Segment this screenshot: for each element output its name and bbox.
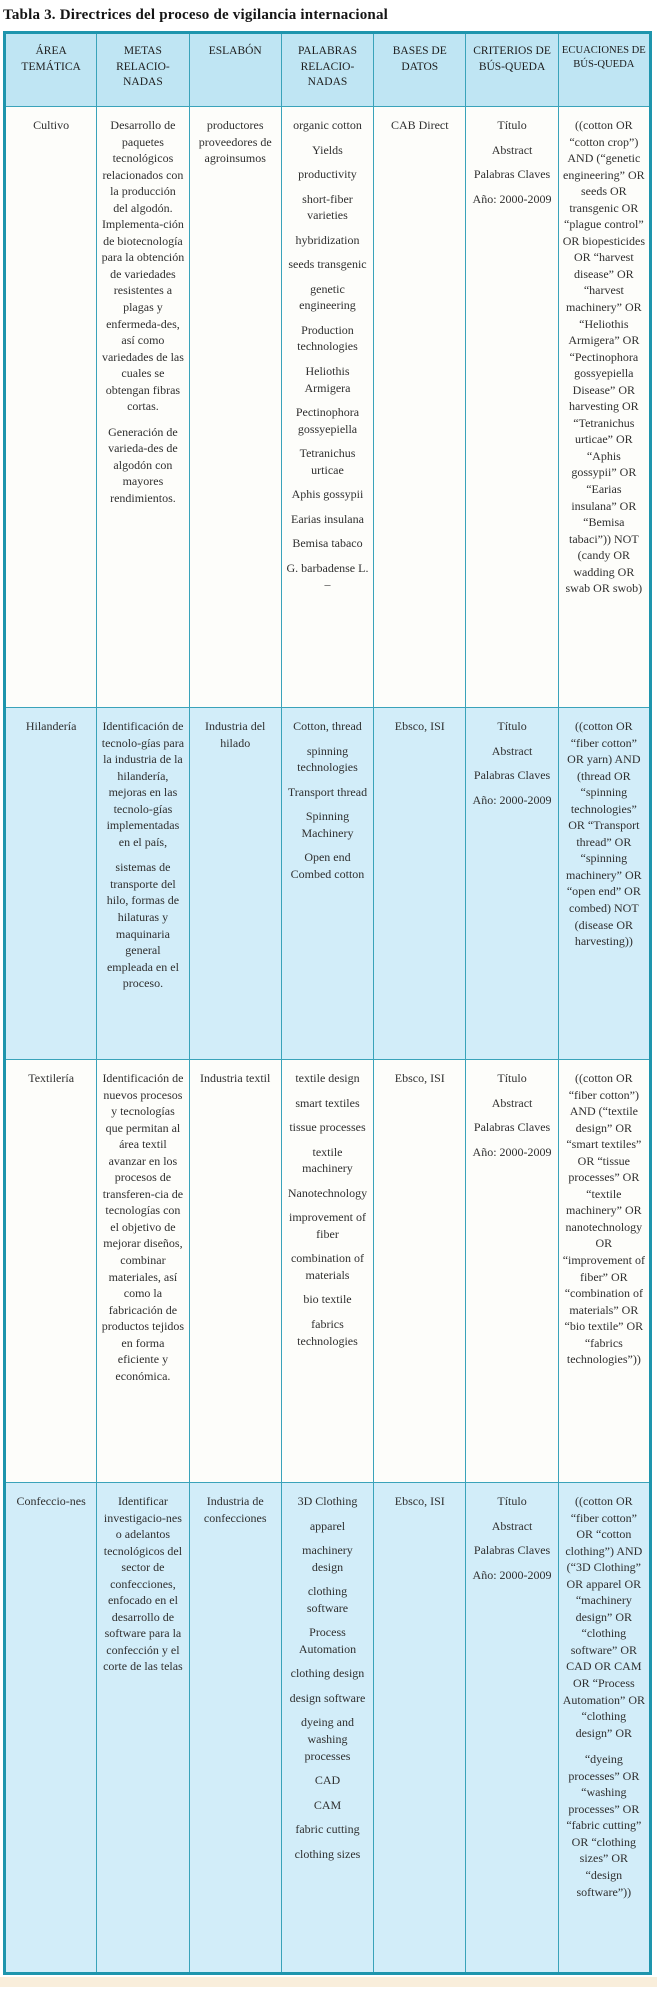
cell-text: textile machinery: [302, 1144, 353, 1176]
cell-area: [5, 708, 97, 1060]
cell-text: organic cotton: [293, 118, 362, 132]
cell-text: Año: 2000-2009: [472, 1144, 552, 1159]
cell-text: tissue processes: [289, 1120, 366, 1135]
cell-eslabon: [189, 1483, 281, 1974]
cell-text: machinery design: [302, 1543, 353, 1574]
cell-area: [5, 1060, 97, 1483]
cell-text: Título: [497, 1071, 527, 1085]
cell-text: Confeccio-nes: [16, 1494, 86, 1508]
cell-text: seeds transgenic: [288, 257, 367, 272]
table-row: [5, 1483, 651, 1974]
cell-text: Título: [497, 1494, 527, 1508]
cell-text: Palabras Claves: [473, 1120, 551, 1135]
cell-text: G. barbadense L. –: [286, 560, 369, 592]
cell-text: spinning technologies: [297, 743, 358, 775]
cell-area: [5, 107, 97, 708]
cell-text: “dyeing processes” OR “washing processes” OR “fabric cutting” OR “clothing sizes” OR “design software”)): [566, 1752, 642, 1899]
cell-text: Desarrollo de paquetes tecnológicos relacionados con la producción del algodón. Implementa-ción de biotecnología para la obtención de variedades resistentes a plagas y enfermeda-des, así como variedades de las cuales se obtengan fibras cortas.: [101, 118, 185, 414]
cell-bases: [374, 1483, 466, 1974]
cell-text: short-fiber varieties: [302, 191, 353, 223]
cell-text: Industria textil: [200, 1071, 271, 1085]
cell-text: fabric cutting: [295, 1822, 360, 1837]
cell-text: Abstract: [491, 1095, 533, 1110]
cell-text: textile design: [295, 1071, 360, 1085]
cell-text: clothing design: [290, 1666, 365, 1681]
cell-text: dyeing and washing processes: [300, 1715, 354, 1763]
cell-ecuaciones: [558, 708, 650, 1060]
cell-palabras: [281, 708, 373, 1060]
cell-palabras: [281, 1060, 373, 1483]
vigilancia-table: [3, 31, 652, 1975]
cell-text: Ebsco, ISI: [394, 1494, 445, 1508]
header-metas-relacionadas: METAS RELACIO-NADAS: [97, 33, 189, 107]
cell-eslabon: [189, 1060, 281, 1483]
cell-text: Abstract: [491, 142, 533, 157]
cell-area: [5, 1483, 97, 1974]
cell-text: Tetranichus urticae: [299, 446, 356, 477]
cell-eslabon: [189, 708, 281, 1060]
cell-text: ((cotton OR “fiber cotton” OR yarn) AND (thread OR “spinning technologies” OR “Transport thread” OR “spinning machinery” OR “open end” OR combed) NOT (disease OR harvesting)): [566, 719, 642, 949]
cell-text: Industria del hilado: [205, 719, 266, 750]
cell-text: Earias insulana: [290, 511, 364, 526]
cell-metas: [97, 107, 189, 708]
header-eslabon: ESLABÓN: [189, 33, 281, 107]
table-row: [5, 1060, 651, 1483]
header-ecuaciones-busqueda: ECUACIONES DE BÚS-QUEDA: [558, 33, 650, 107]
cell-text: hybridization: [295, 232, 360, 247]
cell-ecuaciones: [558, 107, 650, 708]
cell-text: productivity: [298, 167, 357, 182]
cell-text: Bemisa tabaco: [292, 536, 363, 551]
cell-text: Industria de confecciones: [203, 1494, 267, 1525]
cell-text: ((cotton OR “fiber cotton” OR “cotton clothing”) AND (“3D Clothing” OR apparel OR “machinery design” OR “clothing software” OR CAD OR CAM OR “Process Automation” OR “clothing design” OR: [562, 1494, 646, 1740]
cell-text: CAD: [314, 1773, 341, 1788]
cell-text: Pectinophora gossyepiella: [295, 405, 360, 436]
cell-text: Aphis gossypii: [291, 487, 364, 502]
cell-text: clothing software: [306, 1584, 349, 1615]
cell-criterios: [466, 107, 558, 708]
cell-text: Yields: [312, 142, 343, 157]
cell-text: Título: [497, 118, 527, 132]
header-row: [5, 33, 651, 107]
cell-text: Generación de varieda-des de algodón con mayores rendimientos.: [108, 424, 178, 506]
table-body: [5, 107, 651, 1974]
cell-text: Nanotechnology: [287, 1185, 368, 1200]
header-area-tematica: ÁREA TEMÁTICA: [5, 33, 97, 107]
cell-text: Open end Combed cotton: [290, 850, 365, 881]
cell-text: Cotton, thread: [293, 719, 362, 733]
cell-text: Production technologies: [297, 322, 358, 354]
cell-text: Palabras Claves: [473, 167, 551, 182]
cell-text: Transport thread: [287, 784, 368, 799]
cell-text: fabrics technologies: [297, 1317, 358, 1348]
cell-ecuaciones: [558, 1483, 650, 1974]
cell-text: clothing sizes: [294, 1846, 361, 1861]
table-row: [5, 708, 651, 1060]
cell-text: Ebsco, ISI: [394, 719, 445, 733]
cell-text: Hilandería: [25, 719, 77, 733]
cell-text: Título: [497, 719, 527, 733]
cell-text: ((cotton OR “cotton crop”) AND (“genetic engineering” OR seeds OR transgenic OR “plague control” OR biopesticides OR “harvest disease” OR “harvest machinery” OR “Heliothis Armigera” OR “Pectinophora gossyepiella Disease” OR harvesting OR “Tetranichus urticae” OR “Aphis gossypii” OR “Earias insulana” OR “Bemisa tabaci”)) NOT (candy OR wadding OR swab OR swob): [562, 118, 646, 596]
cell-text: Spinning Machinery: [301, 809, 354, 840]
cell-text: Process Automation: [298, 1625, 357, 1656]
cell-text: productores proveedores de agroinsumos: [198, 118, 272, 166]
cell-palabras: [281, 1483, 373, 1974]
cell-ecuaciones: [558, 1060, 650, 1483]
cell-text: Abstract: [491, 1518, 533, 1533]
cell-text: Textilería: [28, 1071, 75, 1085]
cell-metas: [97, 1483, 189, 1974]
cell-text: Año: 2000-2009: [472, 191, 552, 206]
header-palabras-relacionadas: PALABRAS RELACIO-NADAS: [281, 33, 373, 107]
cell-text: Cultivo: [33, 118, 70, 132]
cell-text: Palabras Claves: [473, 768, 551, 783]
cell-text: Ebsco, ISI: [394, 1071, 445, 1085]
cell-text: improvement of fiber: [288, 1210, 366, 1241]
cell-text: 3D Clothing: [297, 1494, 358, 1508]
cell-criterios: [466, 1060, 558, 1483]
cell-text: Abstract: [491, 743, 533, 758]
cell-criterios: [466, 1483, 558, 1974]
cell-text: CAB Direct: [390, 118, 449, 132]
cell-text: CAM: [313, 1797, 342, 1812]
cell-text: ((cotton OR “fiber cotton”) AND (“textile design” OR “smart textiles” OR “tissue processes” OR “textile machinery” OR nanotechnology OR “improvement of fiber” OR “combination of materials” OR “bio textile” OR “fabrics technologies”)): [562, 1071, 645, 1367]
cell-text: Identificación de nuevos procesos y tecnologías que permitan al área textil avanzar en los procesos de transferen-cia de tecnologías con el objetivo de mejorar diseños, combinar materiales, así como la fabricación de productos tejidos en forma eficiente y económica.: [101, 1071, 185, 1383]
page-bottom-strip: [0, 1977, 657, 1987]
header-bases-de-datos: BASES DE DATOS: [374, 33, 466, 107]
cell-bases: [374, 1060, 466, 1483]
cell-text: bio textile: [303, 1292, 352, 1307]
cell-text: sistemas de transporte del hilo, formas de hilaturas y maquinaria general empleada en el proceso.: [106, 860, 180, 991]
cell-metas: [97, 708, 189, 1060]
cell-text: design software: [289, 1690, 366, 1705]
cell-text: genetic engineering: [299, 281, 356, 313]
cell-text: Identificar investigacio-nes o adelantos tecnológicos del sector de confecciones, enfocado en el desarrollo de software para la confección y el corte de las telas: [103, 1494, 183, 1674]
table-header: [5, 33, 651, 107]
cell-criterios: [466, 708, 558, 1060]
cell-bases: [374, 708, 466, 1060]
table-row: [5, 107, 651, 708]
cell-text: Año: 2000-2009: [472, 1567, 552, 1582]
cell-text: smart textiles: [295, 1095, 360, 1110]
cell-text: Palabras Claves: [473, 1543, 551, 1558]
cell-palabras: [281, 107, 373, 708]
cell-metas: [97, 1060, 189, 1483]
cell-text: apparel: [309, 1518, 346, 1533]
header-criterios-busqueda: CRITERIOS DE BÚS-QUEDA: [466, 33, 558, 107]
cell-eslabon: [189, 107, 281, 708]
cell-text: Heliothis Armigera: [304, 364, 351, 395]
cell-bases: [374, 107, 466, 708]
cell-text: Identificación de tecnolo-gías para la industria de la hilandería, mejoras en las tecnolo-gías implementadas en el país,: [101, 719, 185, 849]
cell-text: Año: 2000-2009: [472, 792, 552, 807]
cell-text: combination of materials: [290, 1251, 364, 1282]
page-title: Tabla 3. Directrices del proceso de vigilancia internacional: [3, 7, 389, 23]
